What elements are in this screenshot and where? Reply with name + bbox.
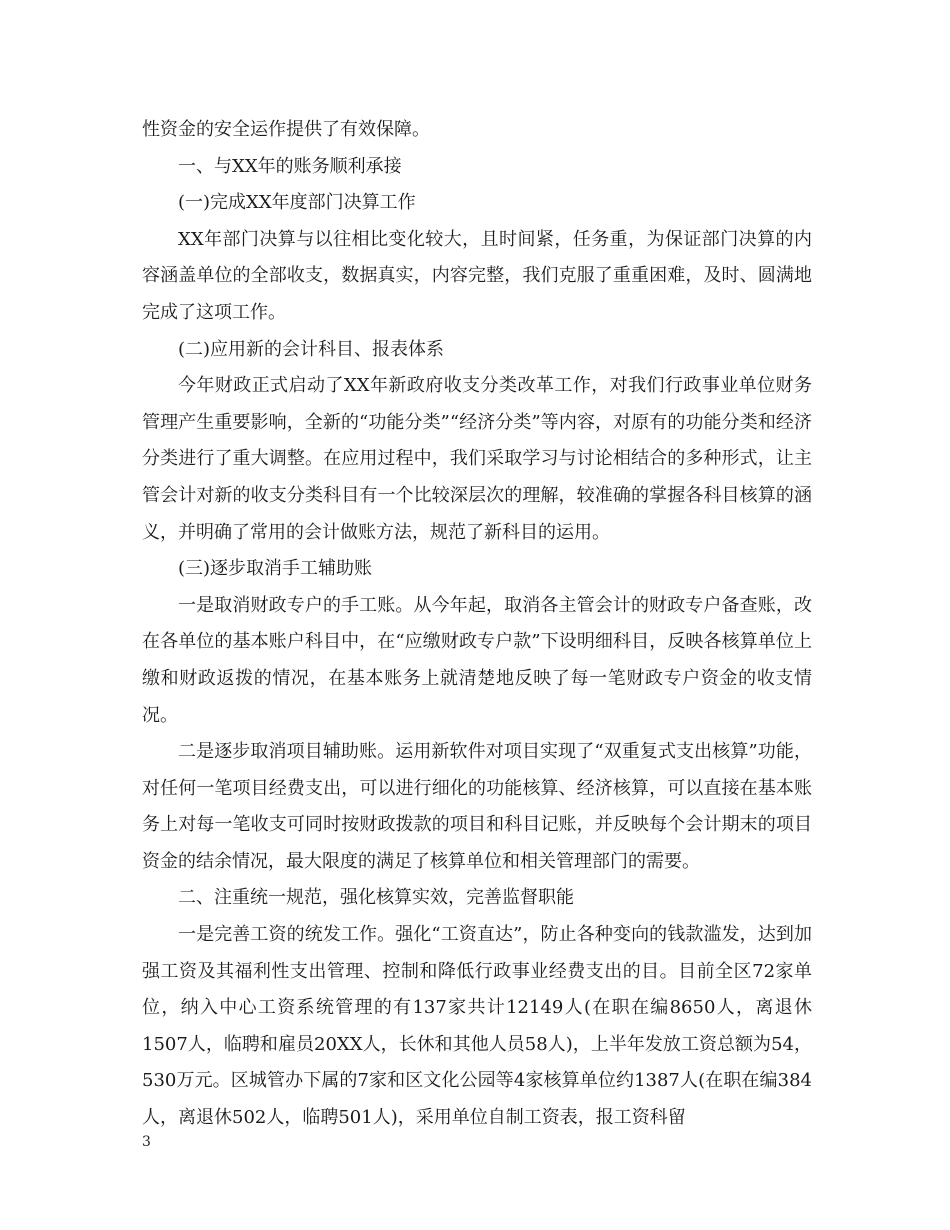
section-heading: 一、与XX年的账务顺利承接 bbox=[178, 155, 402, 177]
paragraph: 性资金的安全运作提供了有效保障。 bbox=[142, 119, 430, 140]
paragraph: 今年财政正式启动了XX年新政府收支分类改革工作，对我们行政事业单位财务管理产生重要影响，全新的“功能分类”“经济分类”等内容，对原有的功能分类和经济分类进行了重大调整。在应用过程中，我们采取学习与讨论相结合的多种形式，让主管会计对新的收支分类科目有一个比较深层次的理解，较准确的掌握各科目核算的涵义，并明确了常用的会计做账方法，规范了新科目的运用。 bbox=[142, 375, 812, 543]
document-body bbox=[142, 112, 812, 1137]
paragraph: XX年部门决算与以往相比变化较大，且时间紧，任务重，为保证部门决算的内容涵盖单位的全部收支，数据真实，内容完整，我们克服了重重困难，及时、圆满地完成了这项工作。 bbox=[142, 228, 812, 323]
paragraph: 一是取消财政专户的手工账。从今年起，取消各主管会计的财政专户备查账，改在各单位的基本账户科目中，在“应缴财政专户款”下设明细科目，反映各核算单位上缴和财政返拨的情况，在基本账务上就清楚地反映了每一笔财政专户资金的收支情况。 bbox=[142, 594, 812, 726]
paragraph: 二是逐步取消项目辅助账。运用新软件对项目实现了“双重复式支出核算”功能，对任何一笔项目经费支出，可以进行细化的功能核算、经济核算，可以直接在基本账务上对每一笔收支可同时按财政拨款的项目和科目记账，并反映每个会计期末的项目资金的结余情况，最大限度的满足了核算单位和相关管理部门的需要。 bbox=[142, 741, 812, 872]
subsection-heading: (三)逐步取消手工辅助账 bbox=[178, 558, 373, 580]
page-number: 3 bbox=[142, 1134, 151, 1150]
subsection-heading: (二)应用新的会计科目、报表体系 bbox=[178, 338, 445, 360]
section-heading: 二、注重统一规范，强化核算实效，完善监督职能 bbox=[178, 887, 574, 909]
subsection-heading: (一)完成XX年度部门决算工作 bbox=[178, 192, 416, 214]
paragraph: 一是完善工资的统发工作。强化“工资直达”，防止各种变向的钱款滥发，达到加强工资及其福利性支出管理、控制和降低行政事业经费支出的目。目前全区72家单位，纳入中心工资系统管理的有137家共计12149人(在职在编8650人，离退休1507人，临聘和雇员20XX人，长休和其他人员58人)，上半年发放工资总额为54，530万元。区城管办下属的7家和区文化公园等4家核算单位约1387人(在职在编384人，离退休502人，临聘501人)，采用单位自制工资表，报工资科留 bbox=[142, 924, 812, 1129]
